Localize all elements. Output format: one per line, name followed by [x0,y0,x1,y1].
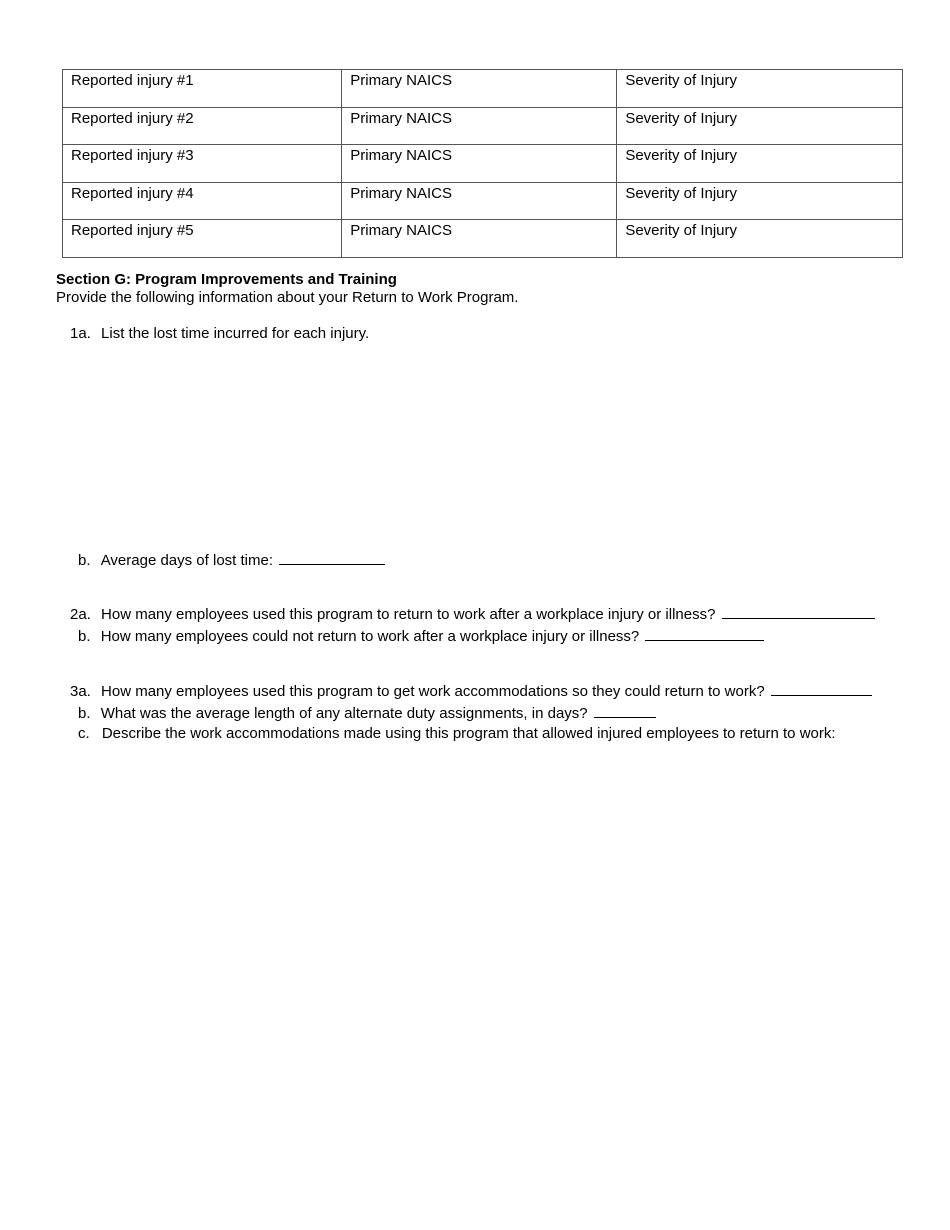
table-row [63,145,903,183]
employees-returned-field[interactable] [722,604,875,619]
injury-cell[interactable]: Reported injury #5 [63,220,342,258]
section-heading: Section G: Program Improvements and Training [56,271,397,288]
table-row [63,182,903,220]
question-text: How many employees could not return to work after a workplace injury or illness? [100,628,640,645]
naics-cell[interactable]: Primary NAICS [342,70,617,108]
injury-cell[interactable]: Reported injury #4 [63,182,342,220]
section-intro: Provide the following information about your Return to Work Program. [56,289,519,306]
question-text: How many employees used this program to return to work after a workplace injury or illness? [101,606,716,623]
question-number: 3a. [70,683,91,700]
naics-cell[interactable]: Primary NAICS [342,182,617,220]
employees-accommodated-field[interactable] [771,681,872,696]
table-row [63,70,903,108]
question-number: 2a. [70,606,91,623]
question-number: b. [78,552,91,569]
employees-not-returned-field[interactable] [645,626,764,641]
question-number: b. [78,628,91,645]
injury-table [62,69,903,258]
question-text: Describe the work accommodations made using this program that allowed injured employees to return to work: [101,725,836,742]
naics-cell[interactable]: Primary NAICS [342,107,617,145]
question-3b [78,703,656,723]
question-text: List the lost time incurred for each injury. [101,325,370,342]
injury-cell[interactable]: Reported injury #2 [63,107,342,145]
question-number: c. [78,725,90,742]
severity-cell[interactable]: Severity of Injury [617,220,903,258]
severity-cell[interactable]: Severity of Injury [617,145,903,183]
question-3c [78,725,836,743]
question-2a [70,604,875,624]
table-row [63,220,903,258]
naics-cell[interactable]: Primary NAICS [342,220,617,258]
question-3a [70,681,872,701]
alternate-duty-days-field[interactable] [594,703,656,718]
question-text: How many employees used this program to get work accommodations so they could return to work? [101,683,765,700]
question-text: Average days of lost time: [100,552,273,569]
question-1a [70,325,369,343]
question-text: What was the average length of any alternate duty assignments, in days? [100,705,588,722]
injury-cell[interactable]: Reported injury #1 [63,70,342,108]
naics-cell[interactable]: Primary NAICS [342,145,617,183]
question-2b [78,626,764,646]
injury-cell[interactable]: Reported injury #3 [63,145,342,183]
severity-cell[interactable]: Severity of Injury [617,182,903,220]
question-1b [78,550,385,570]
severity-cell[interactable]: Severity of Injury [617,107,903,145]
severity-cell[interactable]: Severity of Injury [617,70,903,108]
table-row [63,107,903,145]
question-number: 1a. [70,325,91,342]
average-days-lost-field[interactable] [279,550,385,565]
question-number: b. [78,705,91,722]
